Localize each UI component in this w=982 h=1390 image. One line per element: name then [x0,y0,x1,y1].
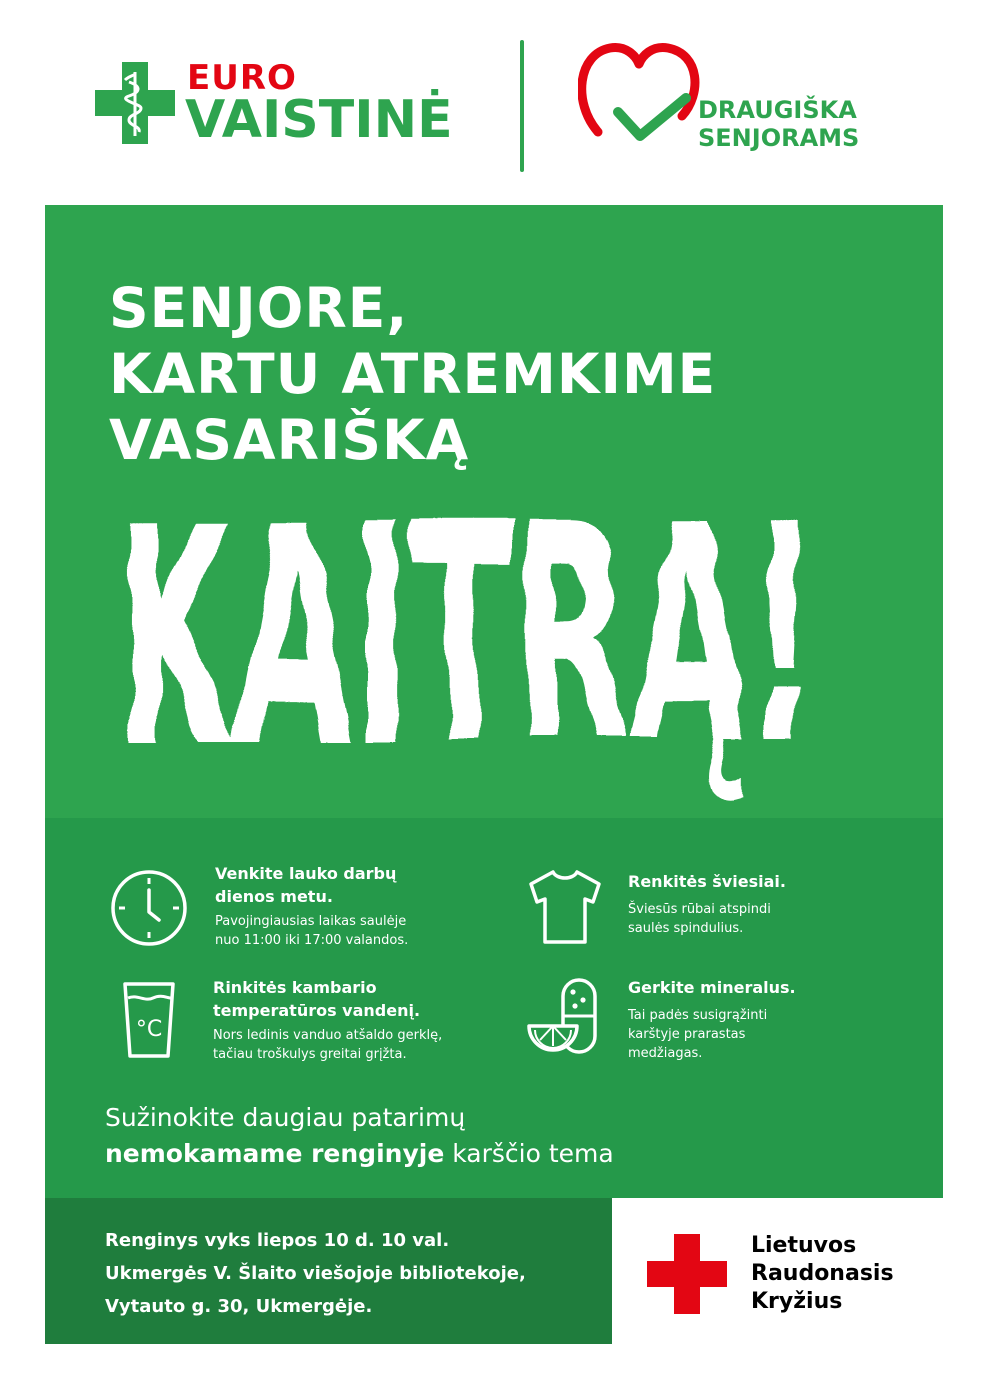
tip-body-line: Nors ledinis vanduo atšaldo gerklę, [213,1028,443,1043]
tshirt-icon [525,866,605,946]
more-info-text [105,1100,614,1172]
big-word-graphic [103,473,833,813]
tip-title-line: Venkite lauko darbų [215,864,397,883]
headline [109,275,716,473]
red-cross-icon [647,1234,727,1314]
draugiska-senjorams-text [698,96,859,152]
tip-body-line: saulės spindulius. [628,921,744,936]
tip-body-line: karštyje prarastas [628,1027,746,1042]
tip-body-line: medžiagas. [628,1046,703,1061]
headline-line-1: SENJORE, [109,276,409,340]
tip-body-line: Pavojingiausias laikas saulėje [215,914,407,929]
red-cross-name [751,1232,894,1316]
more-info-bold: nemokamame renginyje [105,1139,445,1168]
headline-line-2: KARTU ATREMKIME [109,342,717,406]
event-line-2: Ukmergės V. Šlaito viešojoje bibliotekoje, [105,1263,526,1284]
header-divider [520,40,524,172]
tip-body-line: Tai padės susigrąžinti [628,1008,768,1023]
friendly-line-1: DRAUGIŠKA [698,96,857,124]
headline-panel [45,205,943,818]
tip-title [628,870,786,893]
euro-word: EURO [187,58,297,98]
more-info-line-1: Sužinokite daugiau patarimų [105,1103,466,1132]
minerals-icon [525,976,607,1058]
header [0,0,982,205]
clock-icon [109,868,189,948]
tip-body-line: Šviesūs rūbai atspindi [628,902,771,917]
tip-body-line: nuo 11:00 iki 17:00 valandos. [215,933,409,948]
tip-title-line: Gerkite mineralus. [628,978,796,997]
tip-title [628,976,796,999]
pharmacy-cross-icon [95,62,175,144]
heart-check-icon [578,40,700,150]
more-info-line-2 [105,1136,614,1172]
tip-title-line: temperatūros vandenį. [213,1001,421,1020]
tips-panel [45,818,943,1198]
event-line-1: Renginys vyks liepos 10 d. 10 val. [105,1230,450,1251]
water-glass-icon [121,980,177,1060]
more-info-rest: karščio tema [444,1139,614,1168]
euro-vaistine-logo [95,58,475,152]
tip-title-line: Renkitės šviesiai. [628,872,786,891]
tip-body [213,1026,442,1064]
tip-title [215,862,396,908]
friendly-line-2: SENJORAMS [698,124,860,152]
tip-body-line: tačiau troškulys greitai grįžta. [213,1047,407,1062]
big-word-kaitra [103,473,833,813]
headline-line-3: VASARIŠKĄ [109,408,470,472]
tip-body [215,912,408,950]
red-cross-line-2: Raudonasis [751,1261,894,1286]
red-cross-logo [612,1198,943,1344]
draugiska-senjorams-logo [578,40,918,170]
red-cross-line-1: Lietuvos [751,1233,857,1258]
vaistine-word: VAISTINĖ [185,90,453,150]
tip-body [628,900,771,938]
event-details [45,1198,612,1344]
tip-title [213,976,420,1022]
big-word-text: KAITRĄ! [118,473,818,812]
tip-title-line: dienos metu. [215,887,333,906]
event-text [105,1224,526,1323]
red-cross-line-3: Kryžius [751,1289,843,1314]
tip-title-line: Rinkitės kambario [213,978,377,997]
glass-label: °C [135,1017,163,1042]
event-line-3: Vytauto g. 30, Ukmergėje. [105,1296,373,1317]
tip-body [628,1006,767,1063]
